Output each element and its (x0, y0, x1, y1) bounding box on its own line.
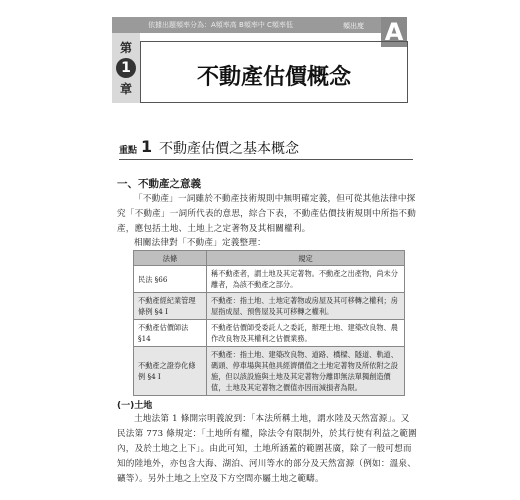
law-cell: 民法 §66 (134, 266, 207, 293)
rule-cell: 不動產：指土地、土地定著物或房屋及其可移轉之權利；房屋指成屋、預售屋及其可移轉之權利。 (207, 293, 405, 320)
chapter-marker (112, 33, 140, 103)
table-header-cell: 法條 (134, 251, 207, 266)
rule-cell: 不動產：指土地、建築改良物、道路、橋樑、隧道、軌道、碼頭、停車場與其他具經濟價值之土地定著物及所依附之設施，但以該設施與土地及其定著物分離即無法單獨創造價值，土地及其定著物之價值亦因而減損者為限。 (207, 347, 405, 396)
law-cell: 不動產之證券化條例 §4 Ⅰ (134, 347, 207, 396)
table-row (134, 266, 405, 293)
key-point-number: 1 (141, 137, 153, 156)
chapter-number: 1 (116, 58, 136, 78)
body-paragraph: 土地法第 1 條開宗明義說到：「本法所稱土地，謂水陸及天然富源」。又民法第 773 條規定：「土地所有權，除法令有限制外，於其行使有利益之範圍內，及於土地之上下」。由此可知，土地所涵蓋的範圍甚廣，除了一般可想而知的陸地外，亦包含大海、湖泊、河川等水的部分及天然富源（例如：溫泉、礦等）。另外土地之上空及下方空間亦屬土地之範疇。 (117, 414, 417, 484)
section-heading: 一、不動產之意義 (117, 178, 201, 190)
frequency-note: 依據出題頻率分為：A頻率高 B頻率中 C頻率低 (148, 21, 293, 29)
table-header-row (134, 251, 405, 266)
rule-cell: 稱不動產者，謂土地及其定著物。不動產之出產物，尚未分離者，為該不動產之部分。 (207, 266, 405, 293)
frequency-label: 頻出度 (343, 22, 364, 30)
frequency-grade-badge: A (381, 17, 407, 47)
table-intro: 相關法律對「不動產」定義整理： (134, 238, 266, 248)
chapter-suffix: 章 (119, 82, 132, 96)
table-row (134, 293, 405, 320)
definition-table (133, 250, 405, 396)
table-row (134, 320, 405, 347)
law-cell: 不動產估價師法 §14 (134, 320, 207, 347)
chapter-title-box (140, 41, 408, 103)
key-point-label: 重點 (119, 146, 138, 156)
key-point-title: 不動產估價之基本概念 (159, 141, 299, 157)
key-point-heading (119, 137, 413, 160)
rule-cell: 不動產估價師受委託人之委託，辦理土地、建築改良物、農作改良物及其權利之估價業務。 (207, 320, 405, 347)
chapter-title: 不動產估價概念 (196, 65, 351, 90)
chapter-prefix: 第 (119, 41, 132, 55)
law-cell: 不動產經紀業管理條例 §4 Ⅰ (134, 293, 207, 320)
table-row (134, 347, 405, 396)
table-header-cell: 規定 (207, 251, 405, 266)
body-paragraph: 「不動產」一詞雖於不動產技術規則中無明確定義，但可從其他法律中探究「不動產」一詞所代表的意思，綜合下表，不動產估價技術規則中所指不動產，應包括土地、土地上之定著物及其相關權利。 (117, 194, 416, 234)
subsection-heading: (一)土地 (117, 401, 153, 411)
